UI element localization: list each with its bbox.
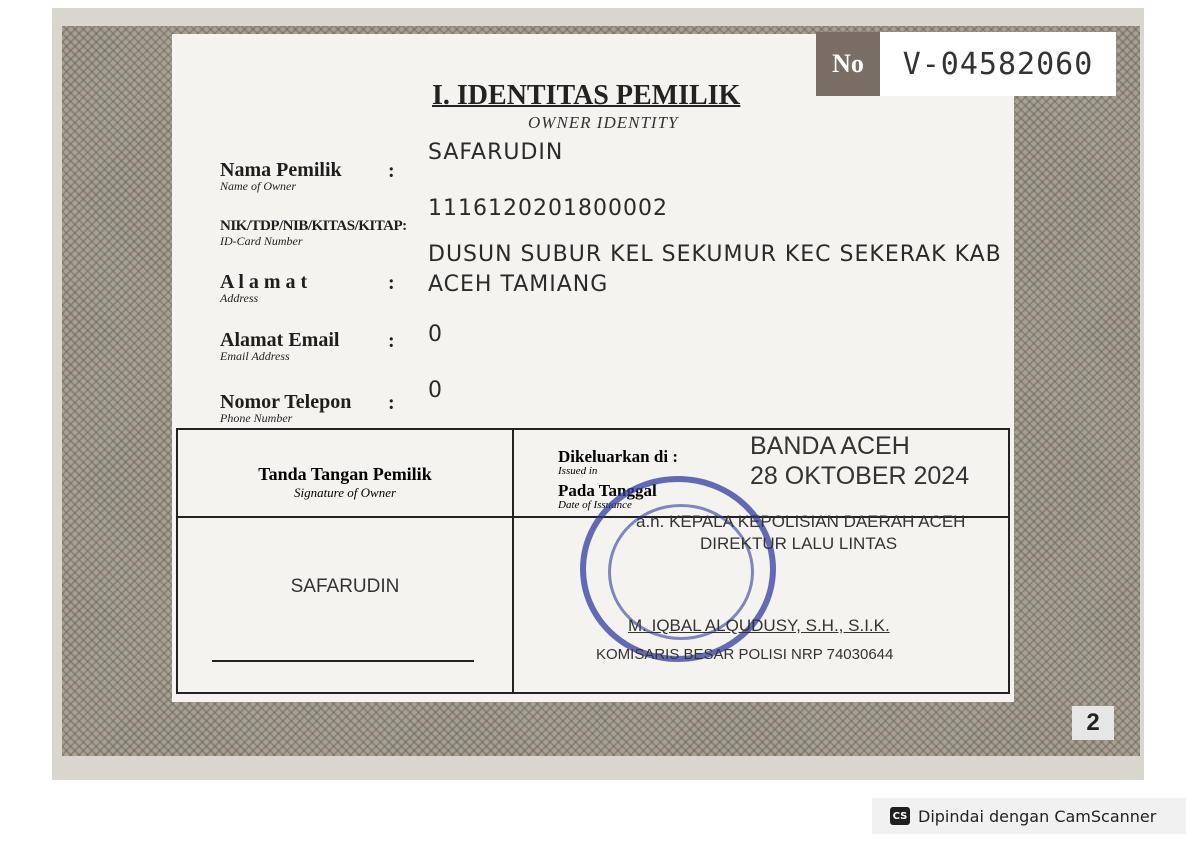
email-value: 0 <box>428 322 443 347</box>
address-colon: : <box>388 272 395 294</box>
issued-in-value: BANDA ACEH <box>750 432 910 460</box>
camscanner-icon: CS <box>890 807 910 825</box>
official-name: M. IQBAL ALQUDUSY, S.H., S.I.K. <box>628 616 890 635</box>
scanner-watermark-text: Dipindai dengan CamScanner <box>918 806 1157 826</box>
address-value-line2: ACEH TAMIANG <box>428 272 609 297</box>
owner-name-colon: : <box>388 160 395 182</box>
owner-signature-line <box>212 660 474 662</box>
official-directorate: DIREKTUR LALU LINTAS <box>700 534 898 553</box>
email-label: Alamat Email Email Address <box>220 329 340 363</box>
id-number-value: 1116120201800002 <box>428 196 668 221</box>
phone-label: Nomor Telepon Phone Number <box>220 391 352 425</box>
page-number-badge: 2 <box>1072 706 1114 740</box>
issue-date-label: Pada Tanggal Date of Issuance <box>558 481 657 511</box>
owner-signature-title: Tanda Tangan Pemilik Signature of Owner <box>258 464 432 500</box>
email-colon: : <box>388 330 395 352</box>
official-rank: KOMISARIS BESAR POLISI NRP 74030644 <box>596 646 894 663</box>
section-subtitle: OWNER IDENTITY <box>528 113 679 132</box>
owner-signature-name: SAFARUDIN <box>290 576 400 597</box>
section-title: I. IDENTITAS PEMILIK <box>432 80 741 111</box>
official-position: a.n. KEPALA KEPOLISIAN DAERAH ACEH <box>636 512 966 531</box>
owner-name-label: Nama Pemilik Name of Owner <box>220 159 342 193</box>
document-number-box <box>816 32 1116 96</box>
phone-value: 0 <box>428 378 443 403</box>
scanner-watermark <box>872 798 1186 834</box>
id-number-label: NIK/TDP/NIB/KITAS/KITAP: ID-Card Number <box>220 218 407 248</box>
document-number-value: V-04582060 <box>880 32 1116 96</box>
address-value-line1: DUSUN SUBUR KEL SEKUMUR KEC SEKERAK KAB <box>428 242 1002 267</box>
document-number-label: No <box>816 32 880 96</box>
issue-date-value: 28 OKTOBER 2024 <box>750 462 970 490</box>
table-divider-vertical <box>512 430 514 692</box>
issued-in-label: Dikeluarkan di : Issued in <box>558 447 678 477</box>
owner-name-value: SAFARUDIN <box>428 140 564 165</box>
address-label: A l a m a t Address <box>220 271 308 305</box>
phone-colon: : <box>388 392 395 414</box>
